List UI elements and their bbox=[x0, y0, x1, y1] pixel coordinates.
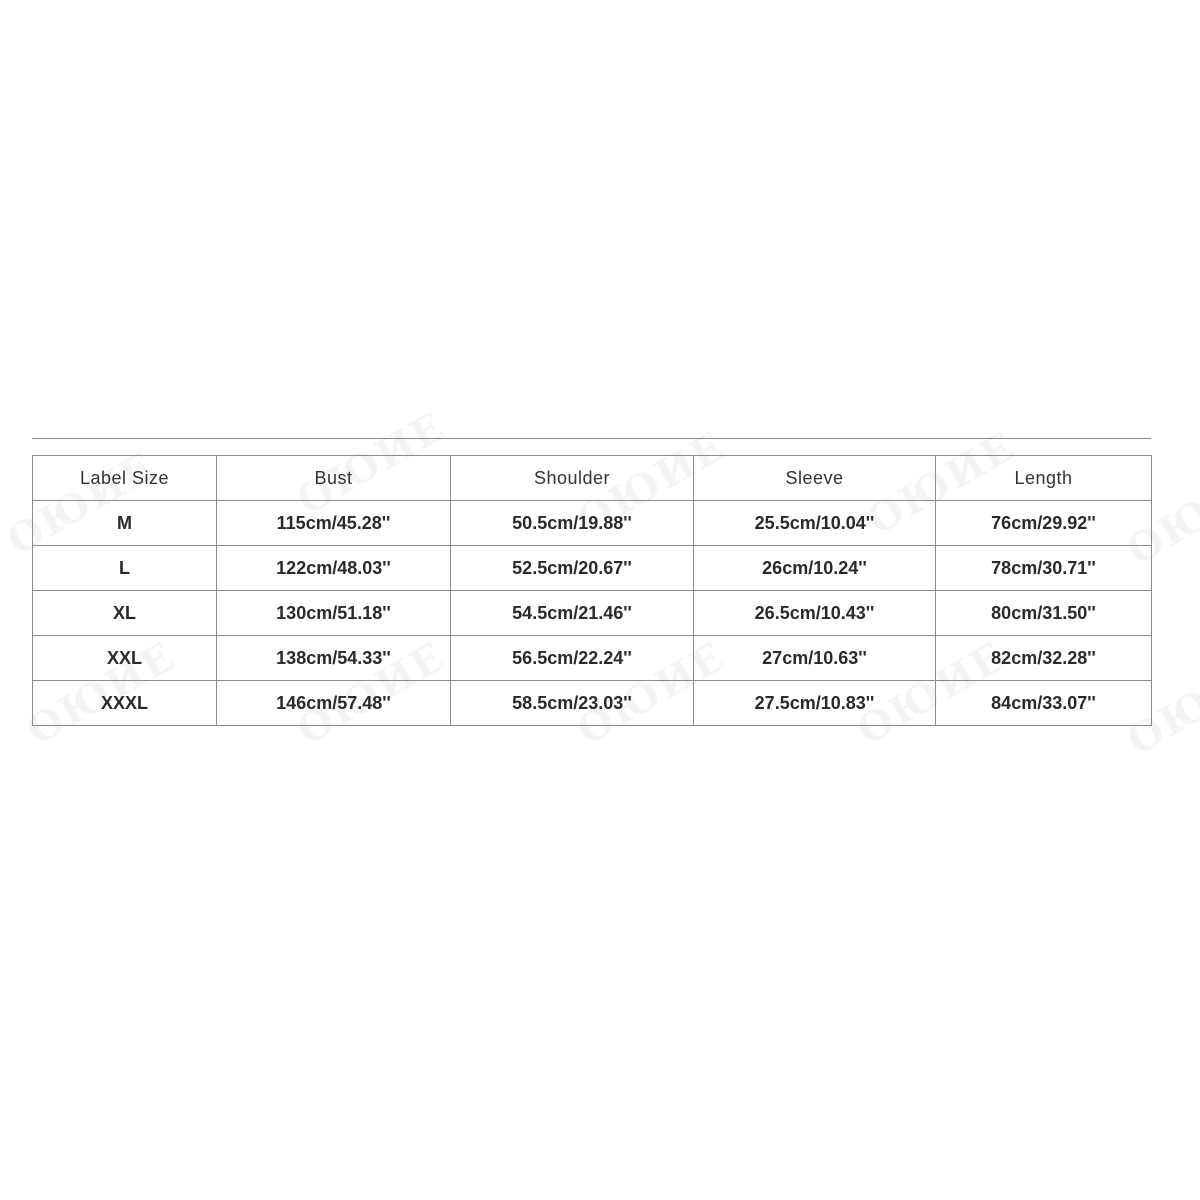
cell-label-size: M bbox=[33, 501, 217, 546]
header-bust: Bust bbox=[217, 456, 451, 501]
cell-shoulder: 50.5cm/19.88'' bbox=[451, 501, 694, 546]
cell-label-size: XXL bbox=[33, 636, 217, 681]
table-row bbox=[33, 636, 1152, 681]
top-divider bbox=[32, 438, 1151, 439]
cell-sleeve: 26.5cm/10.43'' bbox=[694, 591, 936, 636]
cell-shoulder: 52.5cm/20.67'' bbox=[451, 546, 694, 591]
cell-shoulder: 56.5cm/22.24'' bbox=[451, 636, 694, 681]
cell-sleeve: 27.5cm/10.83'' bbox=[694, 681, 936, 726]
cell-label-size: XL bbox=[33, 591, 217, 636]
cell-bust: 122cm/48.03'' bbox=[217, 546, 451, 591]
cell-length: 82cm/32.28'' bbox=[936, 636, 1152, 681]
header-label-size: Label Size bbox=[33, 456, 217, 501]
table-row bbox=[33, 591, 1152, 636]
cell-label-size: XXXL bbox=[33, 681, 217, 726]
cell-sleeve: 25.5cm/10.04'' bbox=[694, 501, 936, 546]
cell-length: 84cm/33.07'' bbox=[936, 681, 1152, 726]
header-sleeve: Sleeve bbox=[694, 456, 936, 501]
cell-sleeve: 27cm/10.63'' bbox=[694, 636, 936, 681]
cell-length: 80cm/31.50'' bbox=[936, 591, 1152, 636]
cell-length: 76cm/29.92'' bbox=[936, 501, 1152, 546]
cell-shoulder: 58.5cm/23.03'' bbox=[451, 681, 694, 726]
table-header-row bbox=[33, 456, 1152, 501]
cell-bust: 146cm/57.48'' bbox=[217, 681, 451, 726]
header-shoulder: Shoulder bbox=[451, 456, 694, 501]
cell-shoulder: 54.5cm/21.46'' bbox=[451, 591, 694, 636]
cell-label-size: L bbox=[33, 546, 217, 591]
table-row bbox=[33, 501, 1152, 546]
cell-sleeve: 26cm/10.24'' bbox=[694, 546, 936, 591]
table-row bbox=[33, 681, 1152, 726]
header-length: Length bbox=[936, 456, 1152, 501]
table-row bbox=[33, 546, 1152, 591]
cell-bust: 130cm/51.18'' bbox=[217, 591, 451, 636]
cell-bust: 138cm/54.33'' bbox=[217, 636, 451, 681]
cell-bust: 115cm/45.28'' bbox=[217, 501, 451, 546]
size-chart-table bbox=[32, 455, 1152, 726]
cell-length: 78cm/30.71'' bbox=[936, 546, 1152, 591]
